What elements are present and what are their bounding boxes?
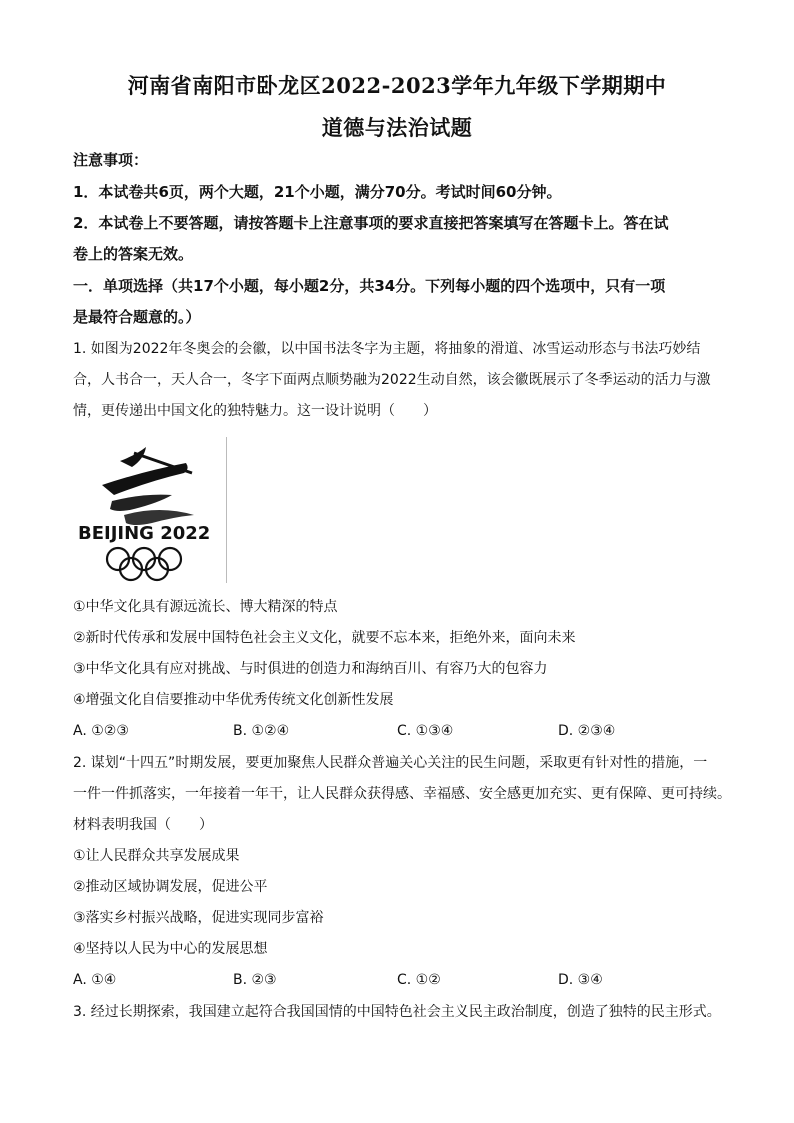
section-1-heading-line-1: 一．单项选择（共17个小题，每小题2分，共34分。下列每小题的四个选项中，只有一项 bbox=[73, 277, 666, 295]
q1-statement-4: ④增强文化自信要推动中华优秀传统文化创新性发展 bbox=[73, 692, 394, 708]
q1-option-b[interactable]: B. ①②④ bbox=[233, 723, 290, 739]
notes-item-2-line-1: 2．本试卷上不要答题，请按答题卡上注意事项的要求直接把答案填写在答题卡上。答在试 bbox=[73, 214, 669, 232]
q2-option-b[interactable]: B. ②③ bbox=[233, 972, 277, 988]
exam-title: 河南省南阳市卧龙区2022-2023学年九年级下学期期中 bbox=[127, 73, 667, 98]
q2-statement-2: ②推动区域协调发展，促进公平 bbox=[73, 879, 268, 895]
exam-subtitle: 道德与法治试题 bbox=[321, 115, 473, 140]
q2-stem-line-1: 2. 谋划“十四五”时期发展，要更加聚焦人民群众普遍关心关注的民生问题，采取更有针对性的措施，一 bbox=[73, 755, 708, 771]
q1-statement-2: ②新时代传承和发展中国特色社会主义文化，就要不忘本来，拒绝外来，面向未来 bbox=[73, 630, 576, 646]
q1-statement-3: ③中华文化具有应对挑战、与时俱进的创造力和海纳百川、有容乃大的包容力 bbox=[73, 661, 548, 677]
q1-option-d[interactable]: D. ②③④ bbox=[558, 723, 616, 739]
q1-stem-line-1: 1. 如图为2022年冬奥会的会徽，以中国书法冬字为主题，将抽象的滑道、冰雪运动形态与书法巧妙结 bbox=[73, 341, 701, 357]
notes-item-2-line-2: 卷上的答案无效。 bbox=[73, 245, 194, 263]
q2-option-d[interactable]: D. ③④ bbox=[558, 972, 603, 988]
q2-statement-3: ③落实乡村振兴战略，促进实现同步富裕 bbox=[73, 910, 324, 926]
q2-statement-1: ①让人民群众共享发展成果 bbox=[73, 848, 240, 864]
q2-statement-4: ④坚持以人民为中心的发展思想 bbox=[73, 941, 268, 957]
q1-stem-line-3: 情，更传递出中国文化的独特魅力。这一设计说明（ ） bbox=[73, 403, 437, 419]
q1-stem-line-2: 合，人书合一，天人合一，冬字下面两点顺势融为2022生动自然，该会徽既展示了冬季运动的活力与激 bbox=[73, 372, 711, 388]
olympic-rings-icon bbox=[107, 548, 181, 580]
q2-option-c[interactable]: C. ①② bbox=[397, 972, 441, 988]
q2-option-a[interactable]: A. ①④ bbox=[73, 972, 117, 988]
winter-olympics-emblem-icon bbox=[74, 437, 226, 583]
q1-statement-1: ①中华文化具有源远流长、博大精深的特点 bbox=[73, 599, 338, 615]
notes-item-1: 1．本试卷共6页，两个大题，21个小题，满分70分。考试时间60分钟。 bbox=[73, 183, 562, 201]
q2-stem-line-2: 一件一件抓落实，一年接着一年干，让人民群众获得感、幸福感、安全感更加充实、更有保障、更可持续。 bbox=[73, 786, 731, 802]
section-1-heading-line-2: 是最符合题意的。） bbox=[73, 308, 201, 326]
notes-heading: 注意事项： bbox=[73, 151, 149, 169]
beijing-2022-emblem-image bbox=[74, 437, 227, 583]
q3-stem-line-1: 3. 经过长期探索，我国建立起符合我国国情的中国特色社会主义民主政治制度，创造了独特的民主形式。 bbox=[73, 1004, 721, 1020]
q2-stem-line-3: 材料表明我国（ ） bbox=[73, 817, 213, 833]
q1-option-c[interactable]: C. ①③④ bbox=[397, 723, 454, 739]
q1-option-a[interactable]: A. ①②③ bbox=[73, 723, 129, 739]
emblem-wordmark: BEIJING 2022 bbox=[78, 523, 211, 544]
